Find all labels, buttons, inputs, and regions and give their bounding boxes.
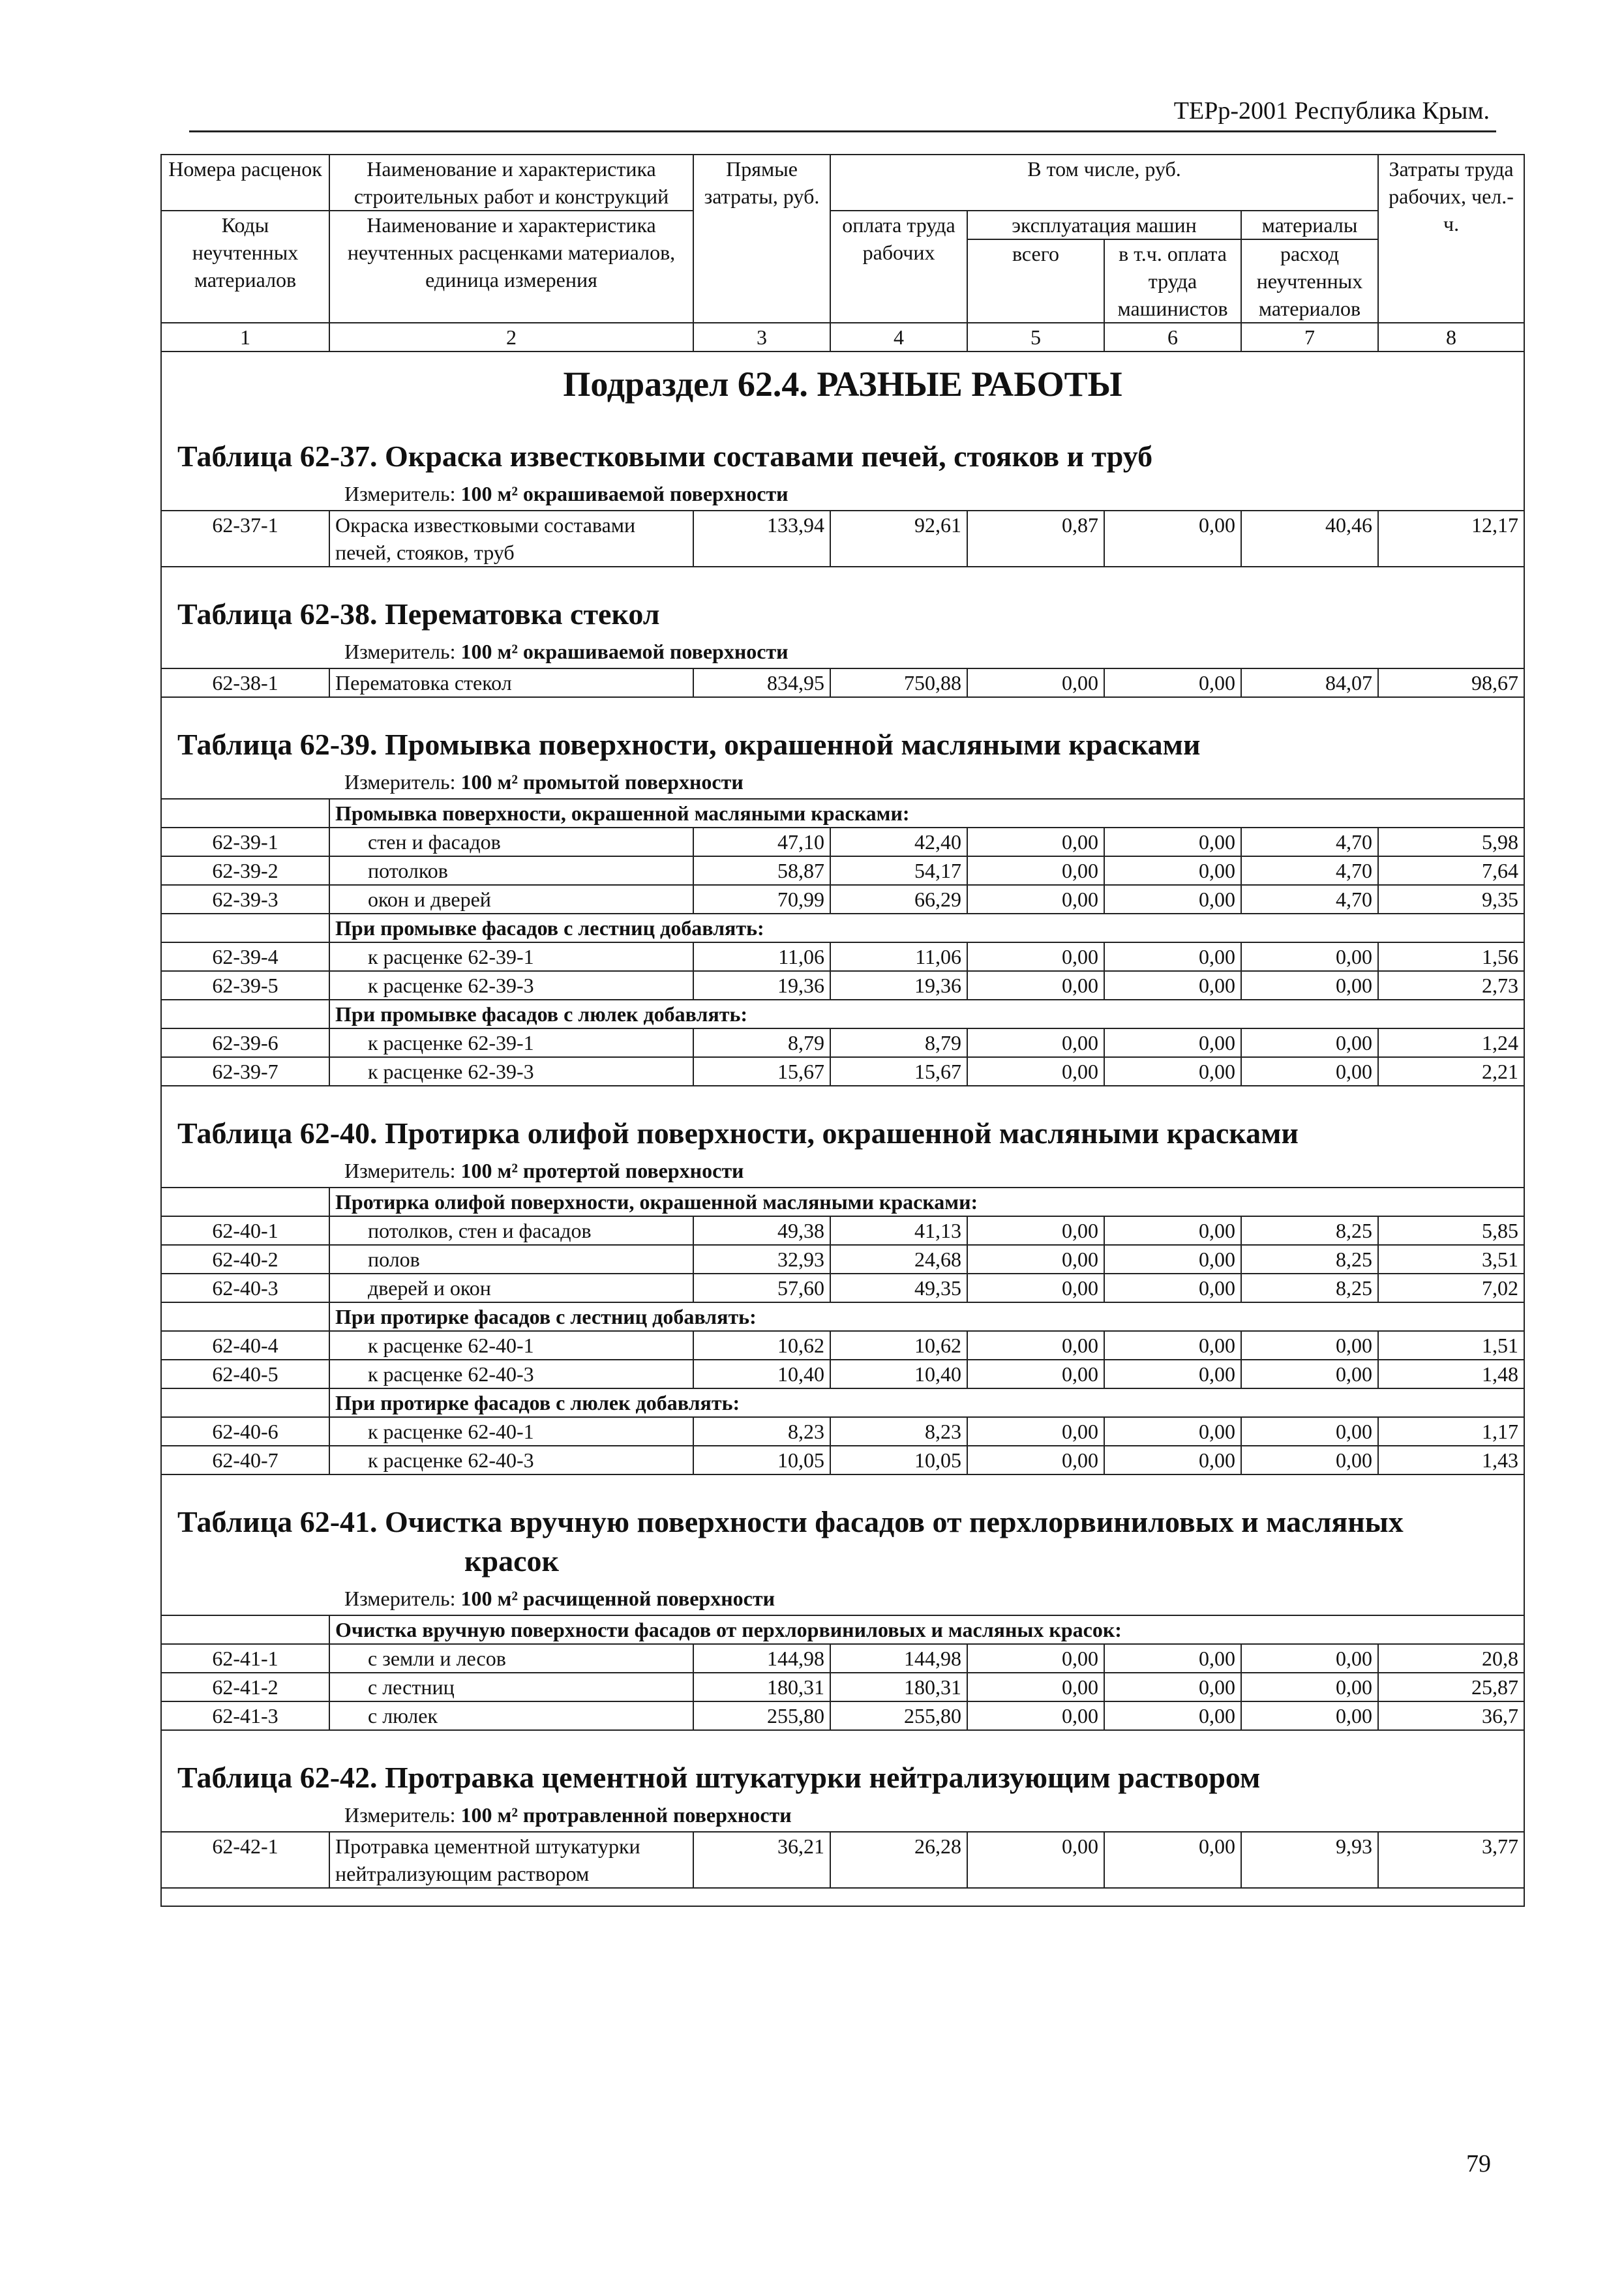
rate-value: 0,00 — [1104, 1245, 1241, 1274]
rate-value: 0,00 — [967, 828, 1104, 856]
rate-value: 133,94 — [693, 511, 830, 567]
col-header-codes: Номера расценок — [161, 155, 329, 211]
rate-value: 3,77 — [1378, 1832, 1524, 1888]
rate-value: 0,00 — [1104, 511, 1241, 567]
group-label: При промывке фасадов с люлек добавлять: — [329, 1000, 1524, 1028]
rate-value: 0,00 — [1241, 1644, 1378, 1673]
table-title — [162, 1475, 1524, 1581]
rate-value: 0,00 — [1104, 1701, 1241, 1730]
rate-value: 0,00 — [967, 668, 1104, 697]
rate-code: 62-39-2 — [161, 856, 329, 885]
table-title-text: Таблица 62-41. Очистка вручную поверхности фасадов от перхлорвиниловых и масляных — [177, 1505, 1404, 1538]
group-row — [161, 799, 1524, 828]
column-number: 5 — [967, 323, 1104, 352]
rate-value: 15,67 — [830, 1057, 967, 1086]
rate-value: 1,24 — [1378, 1028, 1524, 1057]
table-title-text: Таблица 62-37. Окраска известковыми составами печей, стояков и труб — [177, 440, 1153, 473]
table-row — [161, 511, 1524, 567]
col-header-name-unc: Наименование и характеристика неучтенных расценками материалов, единица измерения — [329, 211, 693, 323]
rate-code: 62-40-1 — [161, 1216, 329, 1245]
rate-name: стен и фасадов — [329, 828, 693, 856]
rate-value: 26,28 — [830, 1832, 967, 1888]
rate-name: к расценке 62-40-1 — [329, 1331, 693, 1360]
measure-line — [162, 764, 1524, 798]
rate-value: 36,7 — [1378, 1701, 1524, 1730]
rate-code: 62-40-4 — [161, 1331, 329, 1360]
rate-value: 0,00 — [967, 1057, 1104, 1086]
rate-value: 84,07 — [1241, 668, 1378, 697]
rate-value: 4,70 — [1241, 885, 1378, 914]
rate-value: 0,00 — [1241, 1331, 1378, 1360]
table-heading-cell — [161, 1086, 1524, 1188]
rate-value: 180,31 — [693, 1673, 830, 1701]
rate-name: с люлек — [329, 1701, 693, 1730]
rate-value: 0,00 — [1104, 856, 1241, 885]
subsection-title: Подраздел 62.4. РАЗНЫЕ РАБОТЫ — [563, 365, 1122, 404]
table-title — [162, 698, 1524, 764]
table-row — [161, 1446, 1524, 1474]
table-row — [161, 1832, 1524, 1888]
rate-value: 0,00 — [1104, 1446, 1241, 1474]
rate-value: 41,13 — [830, 1216, 967, 1245]
rate-value: 750,88 — [830, 668, 967, 697]
group-row — [161, 1302, 1524, 1331]
rate-name: полов — [329, 1245, 693, 1274]
rate-value: 0,00 — [1241, 971, 1378, 1000]
rate-value: 98,67 — [1378, 668, 1524, 697]
rate-name: с земли и лесов — [329, 1644, 693, 1673]
table-title — [162, 1086, 1524, 1153]
rate-code: 62-40-5 — [161, 1360, 329, 1388]
rate-name: дверей и окон — [329, 1274, 693, 1302]
table-row — [161, 1216, 1524, 1245]
rate-value: 0,00 — [1104, 1644, 1241, 1673]
table-title-text: Таблица 62-42. Протравка цементной штукатурки нейтрализующим раствором — [177, 1761, 1261, 1794]
measure-line — [162, 476, 1524, 510]
page-number: 79 — [1466, 2150, 1491, 2177]
rate-value: 1,56 — [1378, 942, 1524, 971]
group-label: Очистка вручную поверхности фасадов от перхлорвиниловых и масляных красок: — [329, 1615, 1524, 1644]
rate-value: 1,48 — [1378, 1360, 1524, 1388]
rate-code: 62-40-6 — [161, 1417, 329, 1446]
group-row — [161, 1388, 1524, 1417]
rate-value: 0,87 — [967, 511, 1104, 567]
rate-value: 0,00 — [1104, 1216, 1241, 1245]
rate-value: 8,79 — [693, 1028, 830, 1057]
rate-value: 25,87 — [1378, 1673, 1524, 1701]
rate-value: 1,43 — [1378, 1446, 1524, 1474]
rate-value: 0,00 — [967, 1331, 1104, 1360]
column-number: 7 — [1241, 323, 1378, 352]
rate-value: 32,93 — [693, 1245, 830, 1274]
group-row — [161, 914, 1524, 942]
rate-value: 8,25 — [1241, 1245, 1378, 1274]
table-row — [161, 1331, 1524, 1360]
rate-value: 57,60 — [693, 1274, 830, 1302]
rate-value: 180,31 — [830, 1673, 967, 1701]
table-row — [161, 1701, 1524, 1730]
col-header-unc-materials: расход неучтенных материалов — [1241, 239, 1378, 323]
rate-value: 19,36 — [830, 971, 967, 1000]
table-heading-cell — [161, 567, 1524, 668]
column-number: 3 — [693, 323, 830, 352]
rate-value: 3,51 — [1378, 1245, 1524, 1274]
rate-value: 0,00 — [967, 1673, 1104, 1701]
measure-prefix: Измеритель: — [344, 1803, 456, 1827]
table-row — [161, 668, 1524, 697]
table-title-text: Таблица 62-39. Промывка поверхности, окрашенной масляными красками — [177, 728, 1201, 761]
group-label: Промывка поверхности, окрашенной масляными красками: — [329, 799, 1524, 828]
rate-value: 2,21 — [1378, 1057, 1524, 1086]
rate-value: 1,51 — [1378, 1331, 1524, 1360]
measure-line — [162, 1581, 1524, 1615]
rate-value: 7,64 — [1378, 856, 1524, 885]
rate-value: 10,40 — [693, 1360, 830, 1388]
rate-value: 0,00 — [967, 1417, 1104, 1446]
measure-line — [162, 1797, 1524, 1831]
group-row — [161, 1188, 1524, 1216]
measure-line — [162, 634, 1524, 668]
col-header-machines: эксплуатация машин — [967, 211, 1241, 239]
rate-value: 0,00 — [967, 856, 1104, 885]
rate-value: 0,00 — [967, 1644, 1104, 1673]
rate-value: 10,05 — [830, 1446, 967, 1474]
col-header-direct: Прямые затраты, руб. — [693, 155, 830, 323]
table-title — [162, 567, 1524, 634]
col-header-operator-pay: в т.ч. оплата труда машинистов — [1104, 239, 1241, 323]
rate-name: к расценке 62-39-3 — [329, 1057, 693, 1086]
column-number: 8 — [1378, 323, 1524, 352]
rate-value: 834,95 — [693, 668, 830, 697]
group-spacer — [161, 1302, 329, 1331]
table-title-text: Таблица 62-40. Протирка олифой поверхности, окрашенной масляными красками — [177, 1116, 1299, 1150]
rate-name: Окраска известковыми составами печей, стояков, труб — [329, 511, 693, 567]
rate-value: 49,38 — [693, 1216, 830, 1245]
group-label: При протирке фасадов с люлек добавлять: — [329, 1388, 1524, 1417]
table-row — [161, 885, 1524, 914]
rate-value: 0,00 — [1104, 971, 1241, 1000]
table-heading-cell — [161, 1474, 1524, 1615]
rate-value: 144,98 — [830, 1644, 967, 1673]
rate-value: 0,00 — [967, 1245, 1104, 1274]
group-spacer — [161, 1615, 329, 1644]
rate-value: 0,00 — [1104, 1331, 1241, 1360]
rate-value: 8,25 — [1241, 1274, 1378, 1302]
rate-value: 40,46 — [1241, 511, 1378, 567]
rate-value: 15,67 — [693, 1057, 830, 1086]
column-number: 1 — [161, 323, 329, 352]
group-label: При протирке фасадов с лестниц добавлять: — [329, 1302, 1524, 1331]
rate-code: 62-39-4 — [161, 942, 329, 971]
table-heading-cell — [161, 410, 1524, 511]
rate-value: 0,00 — [967, 1360, 1104, 1388]
rate-value: 11,06 — [693, 942, 830, 971]
rate-value: 0,00 — [1104, 1360, 1241, 1388]
rate-name: с лестниц — [329, 1673, 693, 1701]
rate-name: потолков — [329, 856, 693, 885]
rate-value: 8,25 — [1241, 1216, 1378, 1245]
group-spacer — [161, 1188, 329, 1216]
rate-name: к расценке 62-40-3 — [329, 1446, 693, 1474]
rate-value: 0,00 — [1241, 1360, 1378, 1388]
rate-value: 8,23 — [693, 1417, 830, 1446]
rate-value: 58,87 — [693, 856, 830, 885]
price-table — [160, 154, 1525, 1907]
rate-value: 47,10 — [693, 828, 830, 856]
table-row — [161, 1057, 1524, 1086]
rate-name: к расценке 62-39-1 — [329, 942, 693, 971]
rate-value: 0,00 — [967, 1028, 1104, 1057]
rate-code: 62-41-1 — [161, 1644, 329, 1673]
rate-value: 12,17 — [1378, 511, 1524, 567]
rate-code: 62-37-1 — [161, 511, 329, 567]
rate-value: 0,00 — [1241, 942, 1378, 971]
rate-value: 0,00 — [1104, 942, 1241, 971]
rate-value: 2,73 — [1378, 971, 1524, 1000]
rate-value: 0,00 — [967, 1701, 1104, 1730]
group-spacer — [161, 1000, 329, 1028]
rate-value: 4,70 — [1241, 856, 1378, 885]
rate-value: 24,68 — [830, 1245, 967, 1274]
rate-value: 36,21 — [693, 1832, 830, 1888]
rate-code: 62-39-7 — [161, 1057, 329, 1086]
rate-code: 62-38-1 — [161, 668, 329, 697]
column-number: 4 — [830, 323, 967, 352]
measure-unit: 100 м² промытой поверхности — [460, 770, 744, 794]
header-rule — [189, 130, 1496, 132]
rate-name: Протравка цементной штукатурки нейтрализующим раствором — [329, 1832, 693, 1888]
rate-value: 255,80 — [830, 1701, 967, 1730]
table-title-text: Таблица 62-38. Перематовка стекол — [177, 597, 660, 631]
measure-unit: 100 м² протравленной поверхности — [460, 1803, 792, 1827]
rate-value: 54,17 — [830, 856, 967, 885]
rate-value: 0,00 — [967, 1832, 1104, 1888]
table-row — [161, 942, 1524, 971]
rate-value: 5,85 — [1378, 1216, 1524, 1245]
rate-name: окон и дверей — [329, 885, 693, 914]
group-row — [161, 1000, 1524, 1028]
rate-value: 0,00 — [1241, 1057, 1378, 1086]
table-row — [161, 1245, 1524, 1274]
table-row — [161, 828, 1524, 856]
col-header-codes-unc: Коды неучтенных материалов — [161, 211, 329, 323]
page-header-title: ТЕРр-2001 Республика Крым. — [1173, 97, 1490, 125]
rate-value: 10,05 — [693, 1446, 830, 1474]
rate-value: 11,06 — [830, 942, 967, 971]
table-title — [162, 410, 1524, 476]
rate-value: 19,36 — [693, 971, 830, 1000]
rate-value: 42,40 — [830, 828, 967, 856]
rate-value: 0,00 — [1104, 828, 1241, 856]
group-spacer — [161, 799, 329, 828]
rate-name: к расценке 62-40-1 — [329, 1417, 693, 1446]
rate-code: 62-42-1 — [161, 1832, 329, 1888]
rate-code: 62-41-3 — [161, 1701, 329, 1730]
rate-value: 255,80 — [693, 1701, 830, 1730]
table-row — [161, 1417, 1524, 1446]
col-header-worker-pay: оплата труда рабочих — [830, 211, 967, 323]
table-heading-cell — [161, 697, 1524, 799]
rate-value: 70,99 — [693, 885, 830, 914]
col-header-total: всего — [967, 239, 1104, 323]
rate-value: 0,00 — [1241, 1701, 1378, 1730]
rate-name: к расценке 62-39-3 — [329, 971, 693, 1000]
rate-value: 10,40 — [830, 1360, 967, 1388]
rate-value: 49,35 — [830, 1274, 967, 1302]
rate-value: 4,70 — [1241, 828, 1378, 856]
rate-value: 9,93 — [1241, 1832, 1378, 1888]
col-header-labor: Затраты труда рабочих, чел.-ч. — [1378, 155, 1524, 323]
table-row — [161, 856, 1524, 885]
measure-unit: 100 м² окрашиваемой поверхности — [460, 482, 789, 505]
measure-unit: 100 м² протертой поверхности — [460, 1159, 744, 1182]
rate-value: 10,62 — [830, 1331, 967, 1360]
group-label: При промывке фасадов с лестниц добавлять: — [329, 914, 1524, 942]
table-row — [161, 971, 1524, 1000]
rate-value: 0,00 — [1104, 668, 1241, 697]
rate-value: 0,00 — [1104, 885, 1241, 914]
table-end — [161, 1888, 1524, 1906]
rate-value: 0,00 — [1104, 1274, 1241, 1302]
rate-value: 0,00 — [1104, 1028, 1241, 1057]
group-row — [161, 1615, 1524, 1644]
rate-value: 92,61 — [830, 511, 967, 567]
rate-value: 0,00 — [1241, 1673, 1378, 1701]
rate-value: 0,00 — [967, 1446, 1104, 1474]
rate-code: 62-39-3 — [161, 885, 329, 914]
table-row — [161, 1274, 1524, 1302]
rate-value: 7,02 — [1378, 1274, 1524, 1302]
rate-value: 0,00 — [967, 942, 1104, 971]
rate-value: 8,79 — [830, 1028, 967, 1057]
rate-value: 8,23 — [830, 1417, 967, 1446]
rate-name: к расценке 62-40-3 — [329, 1360, 693, 1388]
col-header-including: В том числе, руб. — [830, 155, 1378, 211]
table-row — [161, 1028, 1524, 1057]
measure-prefix: Измеритель: — [344, 640, 456, 663]
group-spacer — [161, 914, 329, 942]
rate-code: 62-40-7 — [161, 1446, 329, 1474]
rate-value: 20,8 — [1378, 1644, 1524, 1673]
rate-value: 1,17 — [1378, 1417, 1524, 1446]
rate-code: 62-39-5 — [161, 971, 329, 1000]
group-spacer — [161, 1388, 329, 1417]
rate-name: потолков, стен и фасадов — [329, 1216, 693, 1245]
measure-prefix: Измеритель: — [344, 1159, 456, 1182]
rate-value: 9,35 — [1378, 885, 1524, 914]
group-label: Протирка олифой поверхности, окрашенной масляными красками: — [329, 1188, 1524, 1216]
measure-unit: 100 м² окрашиваемой поверхности — [460, 640, 789, 663]
rate-value: 0,00 — [967, 971, 1104, 1000]
rate-value: 66,29 — [830, 885, 967, 914]
rate-code: 62-39-6 — [161, 1028, 329, 1057]
table-end-cell — [161, 1888, 1524, 1906]
rate-value: 10,62 — [693, 1331, 830, 1360]
rate-value: 0,00 — [967, 1274, 1104, 1302]
measure-unit: 100 м² расчищенной поверхности — [460, 1587, 775, 1610]
rate-value: 5,98 — [1378, 828, 1524, 856]
col-header-materials: материалы — [1241, 211, 1378, 239]
rate-code: 62-41-2 — [161, 1673, 329, 1701]
table-heading-cell — [161, 1730, 1524, 1832]
table-row — [161, 1644, 1524, 1673]
measure-prefix: Измеритель: — [344, 1587, 456, 1610]
rate-code: 62-40-3 — [161, 1274, 329, 1302]
table-row — [161, 1673, 1524, 1701]
rate-name: к расценке 62-39-1 — [329, 1028, 693, 1057]
rate-value: 0,00 — [1241, 1446, 1378, 1474]
rate-value: 0,00 — [1104, 1057, 1241, 1086]
measure-prefix: Измеритель: — [344, 770, 456, 794]
table-title — [162, 1731, 1524, 1797]
rate-value: 0,00 — [1104, 1832, 1241, 1888]
column-number: 6 — [1104, 323, 1241, 352]
measure-line — [162, 1153, 1524, 1187]
rate-value: 0,00 — [967, 885, 1104, 914]
col-header-name: Наименование и характеристика строительных работ и конструкций — [329, 155, 693, 211]
measure-prefix: Измеритель: — [344, 482, 456, 505]
rate-code: 62-40-2 — [161, 1245, 329, 1274]
rate-value: 0,00 — [1241, 1417, 1378, 1446]
subsection-cell — [161, 352, 1524, 410]
rate-value: 0,00 — [1104, 1673, 1241, 1701]
rate-code: 62-39-1 — [161, 828, 329, 856]
rate-name: Перематовка стекол — [329, 668, 693, 697]
rate-value: 0,00 — [1104, 1417, 1241, 1446]
rate-value: 144,98 — [693, 1644, 830, 1673]
table-row — [161, 1360, 1524, 1388]
column-number: 2 — [329, 323, 693, 352]
rate-value: 0,00 — [967, 1216, 1104, 1245]
rate-value: 0,00 — [1241, 1028, 1378, 1057]
table-title-continued: красок — [464, 1544, 560, 1578]
